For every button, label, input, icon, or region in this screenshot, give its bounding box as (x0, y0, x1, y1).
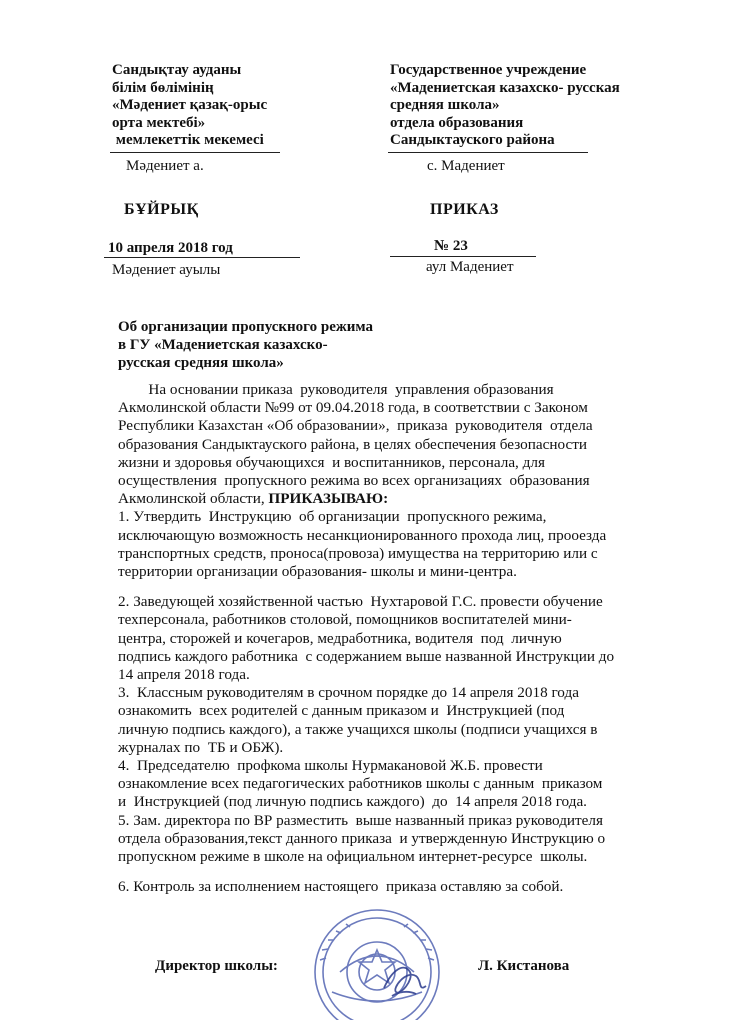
item4-line: ознакомление всех педагогических работников школы с данным приказом (118, 775, 603, 793)
preamble-last-line (118, 490, 698, 508)
subject-line: в ГУ «Мадениетская казахско- (118, 337, 328, 353)
item3-line: ознакомить всех родителей с данным приказом и Инструкцией (под (118, 702, 565, 720)
header-ru-line: Государственное учреждение (390, 62, 587, 78)
item5-line: 5. Зам. директора по ВР разместить выше названный приказ руководителя (118, 811, 603, 829)
official-stamp-icon (292, 900, 462, 1020)
header-ru-line: средняя школа» (390, 97, 500, 113)
item6-line: 6. Контроль за исполнением настоящего приказа оставляю за собой. (118, 878, 564, 896)
item2-line: 2. Заведующей хозяйственной частью Нухтаровой Г.С. провести обучение (118, 593, 603, 611)
subject-line: русская средняя школа» (118, 355, 284, 371)
preamble-line: образования Сандыктауского района, в целях обеспечения безопасности (118, 435, 587, 453)
header-kz-line: білім бөлімінің (112, 79, 214, 96)
preamble-line: Республики Казахстан «Об образовании», приказа руководителя отдела (118, 417, 593, 435)
preamble-line: жизни и здоровья обучающихся и воспитанников, персонала, для (118, 453, 545, 471)
date-underline (104, 257, 300, 258)
item2-line: техперсонала, работников столовой, помощников воспитателей мини- (118, 611, 572, 629)
header-ru-line: отдела образования (390, 114, 524, 131)
order-place-ru: аул Мадениет (426, 259, 514, 275)
item3-line: 3. Классным руководителям в срочном порядке до 14 апреля 2018 года (118, 684, 579, 702)
signature-name: Л. Кистанова (478, 958, 570, 974)
header-divider-left (110, 152, 280, 153)
item1-line: транспортных средств, проноса(провоза) имущества на территорию или с (118, 544, 598, 562)
number-underline (390, 256, 536, 257)
item1-line: исключающую возможность несанкционированного прохода лиц, прооезда (118, 526, 607, 544)
preamble-line: осуществления пропускного режима во всех организациях образования (118, 472, 590, 490)
header-kz-line: Сандықтау ауданы (112, 62, 242, 78)
preamble-line: На основании приказа руководителя управления образования (118, 381, 554, 398)
item2-line: подпись каждого работника с содержанием выше названной Инструкции до (118, 647, 615, 665)
item5-line: отдела образования,текст данного приказа и утвержденную Инструкцию о (118, 829, 606, 847)
item3-line: личную подпись каждого), а также учащихся школы (подписи учащихся в (118, 720, 598, 738)
header-ru (390, 62, 620, 150)
header-place-kz: Мәдениет а. (126, 158, 204, 174)
item4-line: 4. Председателю профкома школы Нурмакановой Ж.Б. провести (118, 757, 543, 775)
header-kz-line: орта мектебі» (112, 114, 206, 131)
header-ru-line: Сандыктауского района (390, 132, 555, 148)
item2-line: 14 апреля 2018 года. (118, 666, 250, 684)
order-subject (118, 318, 373, 372)
item5-line: пропускном режиме в школе на официальном интернет-ресурсе школы. (118, 848, 588, 866)
signature-position: Директор школы: (155, 958, 278, 974)
header-divider-right (388, 152, 588, 153)
item3-line: журналах по ТБ и ОБЖ). (118, 738, 284, 756)
order-date: 10 апреля 2018 год (108, 240, 233, 256)
order-title-kz: БҰЙРЫҚ (124, 201, 199, 218)
item2-line: центра, сторожей и кочегаров, медработника, водителя под личную (118, 629, 562, 647)
subject-line: Об организации пропускного режима (118, 319, 373, 335)
order-title-ru: ПРИКАЗ (430, 201, 499, 218)
header-kz (112, 62, 267, 150)
item1-line: территории организации образования- школы и мини-центра. (118, 563, 517, 581)
header-kz-line: мемлекеттік мекемесі (112, 132, 264, 148)
preamble-line: Акмолинской области №99 от 09.04.2018 года, в соответствии с Законом (118, 399, 588, 417)
command-word: ПРИКАЗЫВАЮ: (268, 490, 389, 508)
header-place-ru: с. Мадениет (427, 158, 505, 174)
order-body (118, 381, 698, 896)
order-place-kz: Мәдениет ауылы (112, 262, 221, 278)
item1-line: 1. Утвердить Инструкцию об организации пропускного режима, (118, 508, 547, 526)
order-number: № 23 (434, 238, 468, 254)
header-ru-line: «Мадениетская казахско- русская (390, 79, 620, 96)
header-kz-line: «Мәдениет қазақ-орыс (112, 97, 268, 113)
preamble-line: Акмолинской области, (118, 490, 269, 508)
item4-line: и Инструкцией (под личную подпись каждого) до 14 апреля 2018 года. (118, 793, 587, 811)
